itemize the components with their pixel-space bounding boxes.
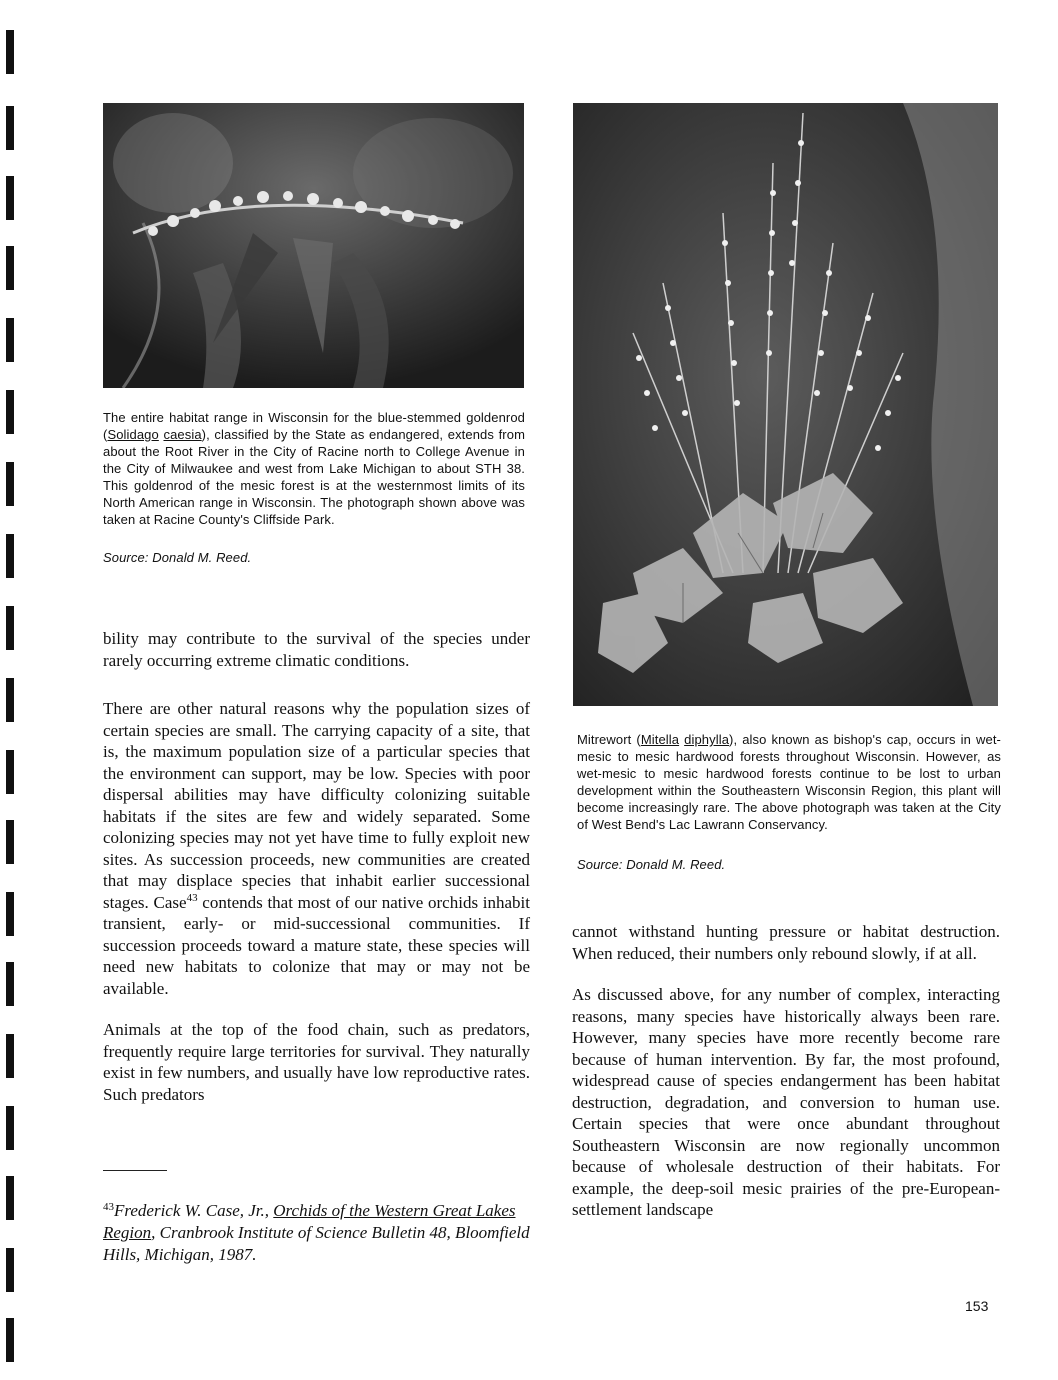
page-number: 153 <box>965 1298 989 1314</box>
goldenrod-caption-text <box>103 409 525 528</box>
binding-hole <box>6 750 14 794</box>
binding-hole <box>6 678 14 722</box>
binding-hole <box>6 462 14 506</box>
photo-source: Source: Donald M. Reed. <box>577 857 726 872</box>
caption-text: ), classified by the State as endangered, extends from about the Root River in the City of Racine north to College Avenue in the City of Milwaukee and west from Lake Michigan to about STH 38. This goldenrod of the mesic forest is at the westernmost limits of its North American range in Wisconsin. The photograph shown above was taken at Racine County's Cliffside Park. <box>103 427 525 527</box>
binding-hole <box>6 1248 14 1292</box>
footnote-rule <box>103 1170 167 1171</box>
right-column <box>572 921 1000 1241</box>
binding-hole <box>6 534 14 578</box>
binding-hole <box>6 106 14 150</box>
footnote-author: Frederick W. Case, Jr., <box>114 1201 274 1220</box>
binding-edge <box>0 0 20 1380</box>
paragraph: bility may contribute to the survival of the species under rarely occurring extreme climatic conditions. <box>103 629 530 670</box>
binding-hole <box>6 606 14 650</box>
paragraph-text: There are other natural reasons why the population sizes of certain species are small. The carrying capacity of a site, that is, the maximum population size of a particular species that the environment can support, may be low. Species with poor dispersal abilities may have difficulty colonizing suitable habitats if the sites are few and widely separated. Some colonizing species may not yet have time to fully exploit new sites. As succession proceeds, new communities are created that may displace species that inhabit earlier successional stages. Case <box>103 699 530 912</box>
caption-text: The entire habitat range in Wisconsin for the blue-stemmed goldenrod ( <box>103 410 525 442</box>
binding-hole <box>6 1176 14 1220</box>
binding-hole <box>6 962 14 1006</box>
binding-hole <box>6 1318 14 1362</box>
caption-text: Mitrewort ( <box>577 732 641 747</box>
mitrewort-caption-text <box>577 731 1001 833</box>
caption-text: ), also known as bishop's cap, occurs in wet-mesic to mesic hardwood forests throughout Wisconsin. However, as wet-mesic to mesic hardwood forests continue to be lost to urban development within the Southeastern Wisconsin Region, this plant will become increasingly rare. The above photograph was taken at the City of West Bend's Lac Lawrann Conservancy. <box>577 732 1001 832</box>
genus-name: Solidago <box>107 427 159 442</box>
binding-hole <box>6 892 14 936</box>
mitrewort-caption <box>577 731 1001 873</box>
species-name: caesia <box>163 427 202 442</box>
binding-hole <box>6 318 14 362</box>
paragraph-text: contends that most of our native orchids inhabit transient, early- or mid-successional communities. If succession proceeds toward a mature state, these species will need new habitats to colonize that may or may not be available. <box>103 892 531 998</box>
genus-name: Mitella <box>640 732 680 747</box>
goldenrod-caption <box>103 409 525 566</box>
binding-hole <box>6 246 14 290</box>
mitrewort-photo <box>573 103 998 706</box>
photo-source: Source: Donald M. Reed. <box>103 550 252 565</box>
binding-hole <box>6 176 14 220</box>
binding-hole <box>6 390 14 434</box>
left-column <box>103 628 530 1125</box>
binding-hole <box>6 820 14 864</box>
paragraph <box>103 698 530 999</box>
paragraph: As discussed above, for any number of complex, interacting reasons, many species have historically always been rare. However, many species have more recently become rare because of human intervention. By far, the most profound, widespread cause of species endangerment has been habitat destruction, degradation, and conversion to human use. Certain species that were once abundant throughout Southeastern Wisconsin are now regionally uncommon because of wholesale destruction of their habitats. For example, the deep-soil mesic prairies of the pre-European-settlement landscape <box>572 985 1000 1219</box>
footnote-reference: 43 <box>186 891 198 904</box>
footnote-title: Orchids of the Western Great Lakes Region <box>103 1201 516 1242</box>
binding-hole <box>6 1034 14 1078</box>
paragraph: Animals at the top of the food chain, such as predators, frequently require large territories for survival. They naturally exist in few numbers, and usually have low reproductive rates. Such predators <box>103 1020 530 1104</box>
footnote-number: 43 <box>103 1201 114 1213</box>
binding-hole <box>6 1106 14 1150</box>
footnote-publication: , Cranbrook Institute of Science Bulletin 48, Bloomfield Hills, Michigan, 1987. <box>103 1223 530 1264</box>
binding-hole <box>6 30 14 74</box>
goldenrod-photo <box>103 103 524 388</box>
footnote <box>103 1200 531 1266</box>
species-name: diphylla <box>684 732 730 747</box>
paragraph: cannot withstand hunting pressure or habitat destruction. When reduced, their numbers only rebound slowly, if at all. <box>572 922 1000 963</box>
